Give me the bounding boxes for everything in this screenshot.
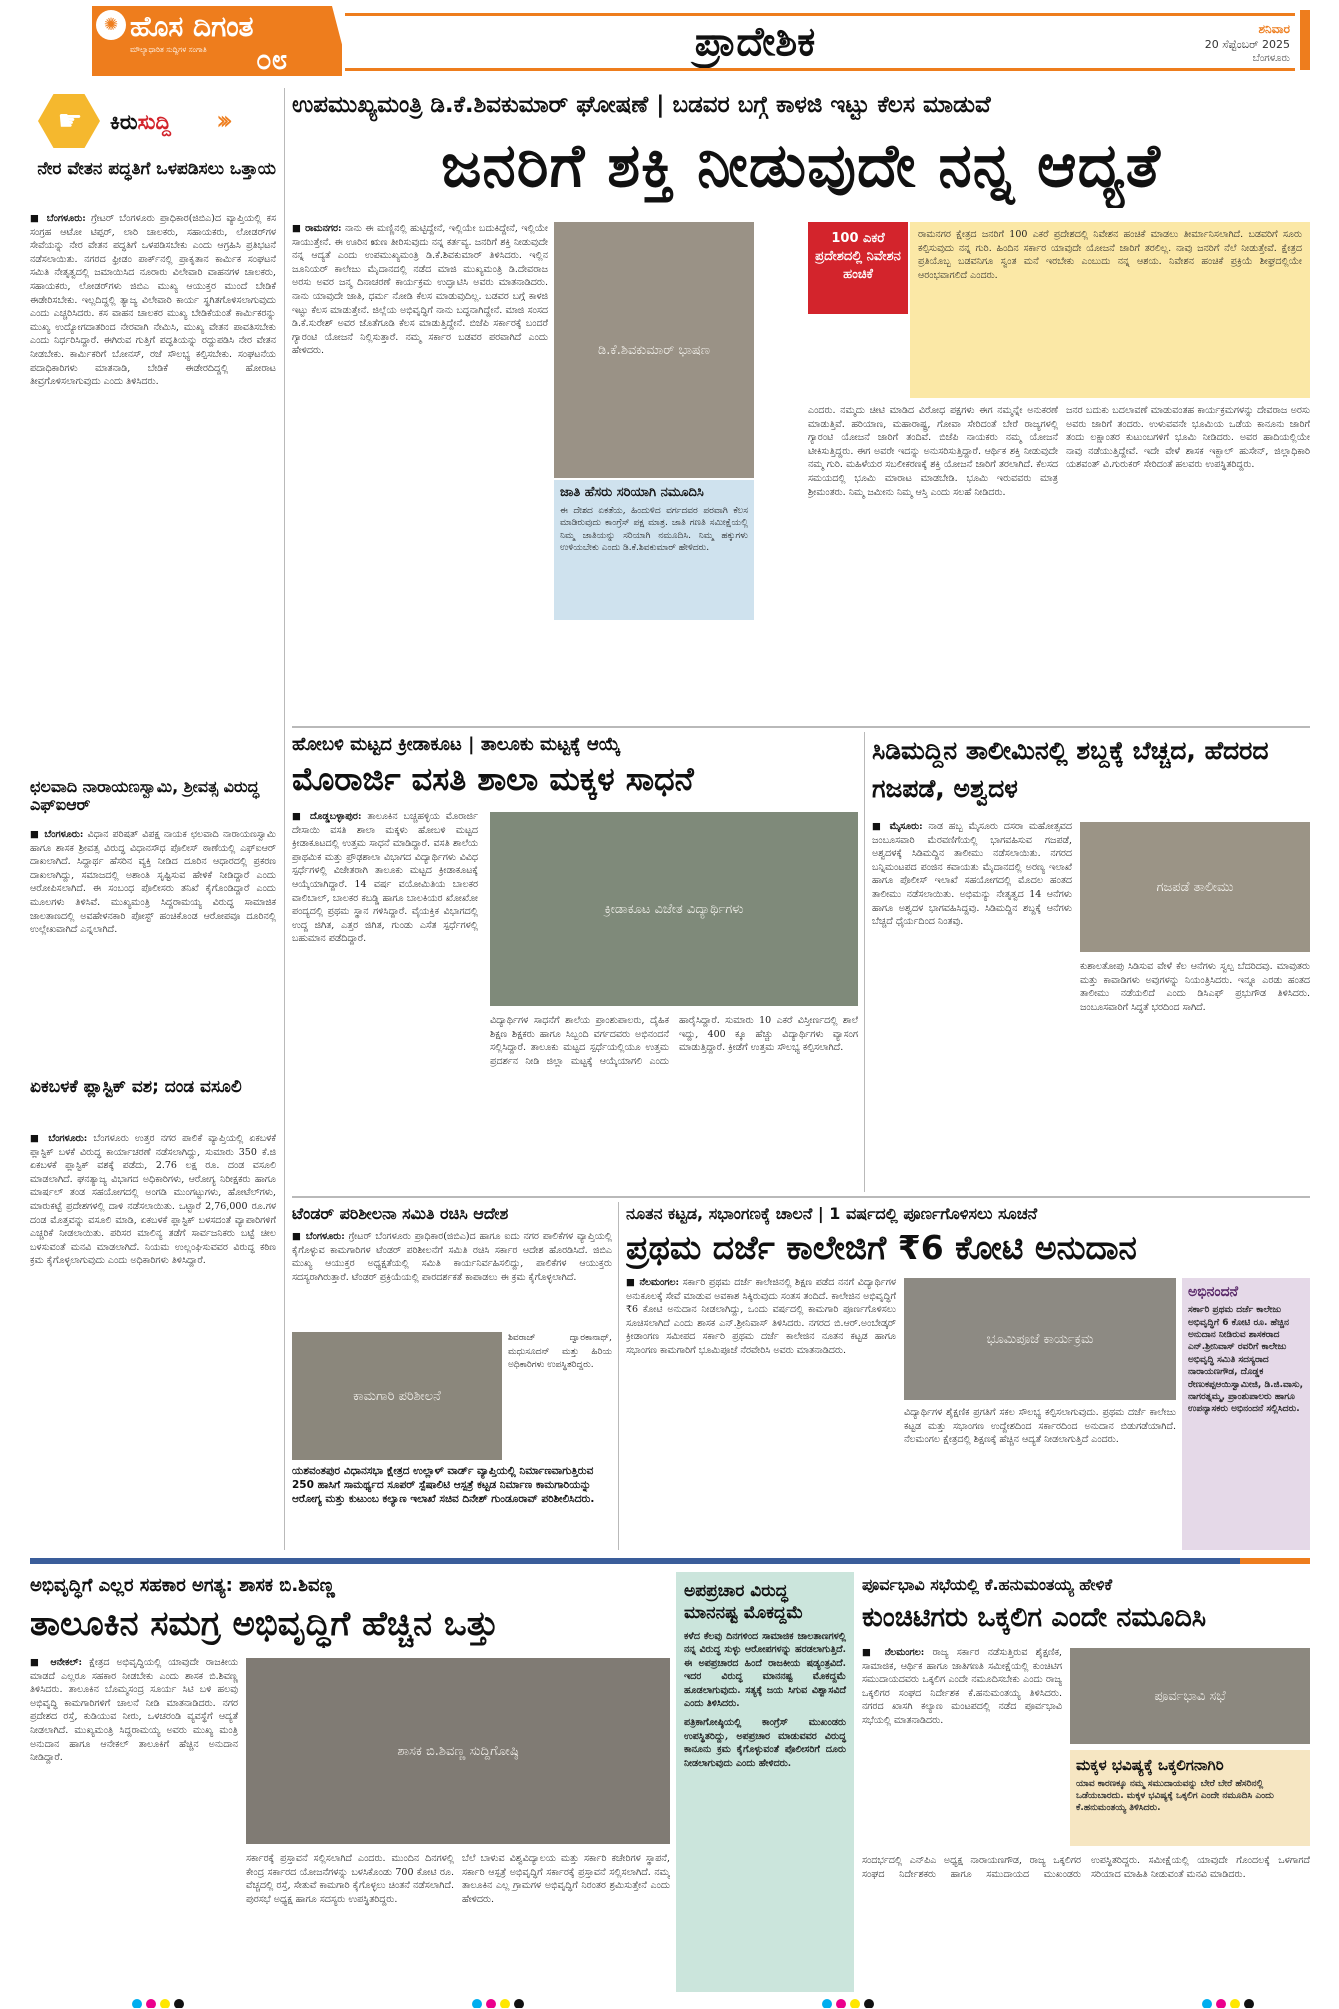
defamation-body: ಕಳೆದ ಕೆಲವು ದಿನಗಳಿಂದ ಸಾಮಾಜಿಕ ಜಾಲತಾಣಗಳಲ್ಲಿ ನನ್ನ ವಿರುದ್ಧ ಸುಳ್ಳು ಆರೋಪಗಳನ್ನು ಹರಡಲಾಗುತ್ತಿದೆ. ಈ ಅಪಪ್ರಚಾರದ ಹಿಂದೆ ರಾಜಕೀಯ ಷಡ್ಯಂತ್ರವಿದೆ. ಇದರ ವಿರುದ್ಧ ಮಾನನಷ್ಟ ಮೊಕದ್ದಮೆ ಹೂಡಲಾಗುವುದು. ಸತ್ಯಕ್ಕೆ ಜಯ ಸಿಗುವ ವಿಶ್ವಾಸವಿದೆ ಎಂದು ತಿಳಿಸಿದರು. <box>684 1631 846 1710</box>
black-dot-icon <box>1244 1999 1254 2008</box>
vokkaliga-kicker: ಪೂರ್ವಭಾವಿ ಸಭೆಯಲ್ಲಿ ಕೆ.ಹನುಮಂತಯ್ಯ ಹೇಳಿಕೆ <box>862 1575 1113 1594</box>
sports-kicker: ಹೋಬಳಿ ಮಟ್ಟದ ಕ್ರೀಡಾಕೂಟ | ತಾಲೂಕು ಮಟ್ಟಕ್ಕೆ ಆಯ್ಕೆ <box>292 734 621 755</box>
taluk-column-1: ■ ಆನೇಕಲ್: ಕ್ಷೇತ್ರದ ಅಭಿವೃದ್ಧಿಯಲ್ಲಿ ಯಾವುದೇ ರಾಜಕೀಯ ಮಾಡದೆ ಎಲ್ಲರೂ ಸಹಕಾರ ನೀಡಬೇಕು ಎಂದು ಶಾಸಕ ಬಿ.ಶಿವಣ್ಣ ತಿಳಿಸಿದರು. ತಾಲೂಕಿನ ಬೊಮ್ಮಸಂದ್ರ ಸೂರ್ಯ ಸಿಟಿ ಬಳಿ ಹಲವು ಅಭಿವೃದ್ಧಿ ಕಾಮಗಾರಿಗಳಿಗೆ ಚಾಲನೆ ನೀಡಿ ಮಾತನಾಡಿದರು. ನಗರ ಪ್ರದೇಶದ ರಸ್ತೆ, ಕುಡಿಯುವ ನೀರು, ಒಳಚರಂಡಿ ವ್ಯವಸ್ಥೆಗೆ ಆದ್ಯತೆ ನೀಡಲಾಗಿದೆ. ಮುಖ್ಯಮಂತ್ರಿ ಸಿದ್ದರಾಮಯ್ಯ ಅವರು ಮುಖ್ಯ ಮಂತ್ರಿ ಅನುದಾನ ಹಾಗೂ ಆನೇಕಲ್ ತಾಲೂಕಿಗೆ ಹೆಚ್ಚಿನ ಅನುದಾನ ನೀಡಿದ್ದಾರೆ. <box>30 1657 238 1764</box>
sports-photo: ಕ್ರೀಡಾಕೂಟ ವಿಜೇತ ವಿದ್ಯಾರ್ಥಿಗಳು <box>490 812 858 1006</box>
lead-infobox-label: 100 ಎಕರೆ ಪ್ರದೇಶದಲ್ಲಿ ನಿವೇಶನ ಹಂಚಿಕೆ <box>808 222 908 314</box>
college-kicker: ನೂತನ ಕಟ್ಟಡ, ಸಭಾಂಗಣಕ್ಕೆ ಚಾಲನೆ | 1 ವರ್ಷದಲ್ಲಿ ಪೂರ್ಣಗೊಳಿಸಲು ಸೂಚನೆ <box>626 1204 1038 1223</box>
college-congrats-text: ಸರ್ಕಾರಿ ಪ್ರಥಮ ದರ್ಜೆ ಕಾಲೇಜು ಅಭಿವೃದ್ಧಿಗೆ 6 ಕೋಟಿ ರೂ. ಹೆಚ್ಚಿನ ಅನುದಾನ ನೀಡಿರುವ ಶಾಸಕರಾದ ಎನ್.ಶ್ರೀನಿವಾಸ್ ರವರಿಗೆ ಕಾಲೇಜು ಅಭಿವೃದ್ಧಿ ಸಮಿತಿ ಸದಸ್ಯರಾದ ನಾರಾಯಣಗೌಡ, ದೊಡ್ಡಕ ರೇಣುಕಪ್ಪಆಯಿಸ್ವಾಮೀಜಿ, ಡಿ.ಜಿ.ವಾಸು, ನಾಗರತ್ನಮ್ಮ, ಪ್ರಾಂಶುಪಾಲರು ಹಾಗೂ ಉಪನ್ಯಾಸಕರು ಅಭಿನಂದನೆ ಸಲ್ಲಿಸಿದರು. <box>1188 1305 1304 1415</box>
lead-kicker: ಉಪಮುಖ್ಯಮಂತ್ರಿ ಡಿ.ಕೆ.ಶಿವಕುಮಾರ್ ಘೋಷಣೆ | ಬಡವರ ಬಗ್ಗೆ ಕಾಳಜಿ ಇಟ್ಟು ಕೆಲಸ ಮಾಡುವೆ <box>292 92 991 118</box>
pointing-hand-icon: ☛ <box>57 104 83 137</box>
tender-headline: ಟೆಂಡರ್ ಪರಿಶೀಲನಾ ಸಮಿತಿ ರಚಿಸಿ ಆದೇಶ <box>292 1204 509 1223</box>
lead-column-2: ಎಂದರು. ನಮ್ಮದು ಚೀಟಿ ಮಾಡಿದ ವಿರೋಧ ಪಕ್ಷಗಳು ಈಗ ನಮ್ಮನ್ನೇ ಅನುಕರಣೆ ಮಾಡುತ್ತಿವೆ. ಹರಿಯಾಣ, ಮಹಾರಾಷ್ಟ್ರ, ಗೋವಾ ಸೇರಿದಂತೆ ಬೇರೆ ರಾಜ್ಯಗಳಲ್ಲಿ ಗ್ಯಾರಂಟಿ ಯೋಜನೆ ಜಾರಿಗೆ ತಂದಿವೆ. ಬಿಜೆಪಿ ನಾಯಕರು ನಮ್ಮ ಯೋಜನೆ ಟೀಕಿಸುತ್ತಿದ್ದರು. ಈಗ ಅವರೇ ಇದನ್ನು ಅನುಸರಿಸುತ್ತಿದ್ದಾರೆ. ಆರ್ಥಿಕ ಶಕ್ತಿ ನೀಡುವುದೇ ನಮ್ಮ ಗುರಿ. ಮಹಿಳೆಯರ ಸಬಲೀಕರಣಕ್ಕೆ ಶಕ್ತಿ ಯೋಜನೆ ಜಾರಿಗೆ ತರಲಾಗಿದೆ. ಕೆಲಸದ ಸಮಯದಲ್ಲಿ ಭೂಮಿ ಮಾರಾಟ ಮಾಡಬೇಡಿ. ಭೂಮಿ ಇರುವವರು ಮಾತ್ರ ಶ್ರೀಮಂತರು. ನಿಮ್ಮ ಜಮೀನು ನಿಮ್ಮ ಆಸ್ತಿ ಎಂದು ಸಲಹೆ ನೀಡಿದರು. <box>808 405 1058 498</box>
registration-marks-right <box>1200 1994 1270 2008</box>
masthead-side-tab <box>1300 10 1310 70</box>
college-headline: ಪ್ರಥಮ ದರ್ಜೆ ಕಾಲೇಜಿಗೆ ₹6 ಕೋಟಿ ಅನುದಾನ <box>626 1228 1137 1267</box>
issue-day: ಶನಿವಾರ <box>1258 22 1290 36</box>
college-column-2: ವಿದ್ಯಾರ್ಥಿಗಳ ಶೈಕ್ಷಣಿಕ ಪ್ರಗತಿಗೆ ಸಕಲ ಸೌಲಭ್ಯ ಕಲ್ಪಿಸಲಾಗುವುದು. ಪ್ರಥಮ ದರ್ಜೆ ಕಾಲೇಜು ಕಟ್ಟಡ ಮತ್ತು ಸಭಾಂಗಣ ಉದ್ದೇಶದಿಂದ ಸರ್ಕಾರದಿಂದ ಅನುದಾನ ಬಿಡುಗಡೆಯಾಗಿದೆ. ನೆಲಮಂಗಲ ಕ್ಷೇತ್ರದಲ್ಲಿ ಶಿಕ್ಷಣಕ್ಕೆ ಹೆಚ್ಚಿನ ಆದ್ಯತೆ ನೀಡಲಾಗುತ್ತಿದೆ ಎಂದರು. <box>904 1407 1176 1446</box>
taluk-column-3: ಬೆಲೆ ಬಾಳುವ ವಿಶ್ವವಿದ್ಯಾಲಯ ಮತ್ತು ಸರ್ಕಾರಿ ಕಚೇರಿಗಳ ಸ್ಥಾಪನೆ, ಸರ್ಕಾರಿ ಆಸ್ಪತ್ರೆ ಅಭಿವೃದ್ಧಿಗೆ ಸರ್ಕಾರಕ್ಕೆ ಪ್ರಸ್ತಾವನೆ ಸಲ್ಲಿಸಲಾಗಿದೆ. ನಮ್ಮ ತಾಲೂಕಿನ ಎಲ್ಲ ಗ್ರಾಮಗಳ ಅಭಿವೃದ್ಧಿಗೆ ನಿರಂತರ ಶ್ರಮಿಸುತ್ತೇನೆ ಎಂದು ಹೇಳಿದರು. <box>462 1853 670 1905</box>
lead-photo: ಡಿ.ಕೆ.ಶಿವಕುಮಾರ್ ಭಾಷಣ <box>554 222 754 478</box>
brief-2-body: ■ ಬೆಂಗಳೂರು: ವಿಧಾನ ಪರಿಷತ್ ವಿಪಕ್ಷ ನಾಯಕ ಛಲವಾದಿ ನಾರಾಯಣಸ್ವಾಮಿ ಹಾಗೂ ಶಾಸಕ ಶ್ರೀವತ್ಸ ವಿರುದ್ಧ ವಿಧಾನಸೌಧ ಪೊಲೀಸ್ ಠಾಣೆಯಲ್ಲಿ ಎಫ್‌ಐಆರ್ ದಾಖಲಾಗಿದೆ. ಸಿದ್ದಾರ್ಥ ಹೆಸರಿನ ವ್ಯಕ್ತಿ ನೀಡಿದ ದೂರಿನ ಆಧಾರದಲ್ಲಿ ಪ್ರಕರಣ ದಾಖಲಾಗಿದ್ದು, ಸಮಾಜದಲ್ಲಿ ಅಶಾಂತಿ ಸೃಷ್ಟಿಸುವ ಹೇಳಿಕೆ ನೀಡಿದ್ದಾರೆ ಎಂದು ಆರೋಪಿಸಲಾಗಿದೆ. ಈ ಸಂಬಂಧ ಪೊಲೀಸರು ತನಿಖೆ ಕೈಗೊಂಡಿದ್ದಾರೆ ಎಂದು ಮೂಲಗಳು ತಿಳಿಸಿವೆ. ಮುಖ್ಯಮಂತ್ರಿ ಸಿದ್ದರಾಮಯ್ಯ ವಿರುದ್ಧ ಸಾಮಾಜಿಕ ಜಾಲತಾಣದಲ್ಲಿ ಅವಹೇಳನಕಾರಿ ಪೋಸ್ಟ್ ಹಂಚಿಕೊಂಡ ಆರೋಪವೂ ದೂರಿನಲ್ಲಿ ಉಲ್ಲೇಖವಾಗಿದೆ ಎನ್ನಲಾಗಿದೆ. <box>30 829 276 936</box>
dasara-headline: ಸಿಡಿಮದ್ದಿನ ತಾಲೀಮಿನಲ್ಲಿ ಶಬ್ದಕ್ಕೆ ಬೆಚ್ಚದ, ಹೆದರದ ಗಜಪಡೆ, ಅಶ್ವದಳ <box>872 736 1269 803</box>
registration-marks-left <box>130 1994 200 2008</box>
defamation-headline: ಅಪಪ್ರಚಾರ ವಿರುದ್ಧ ಮಾನನಷ್ಟ ಮೊಕದ್ದಮೆ <box>684 1581 804 1623</box>
taluk-story <box>30 1572 670 1992</box>
briefs-chevrons-icon: ››› <box>216 106 227 136</box>
column-divider-3 <box>618 1202 619 1550</box>
lead-sidebar-body: ಈ ದೇಶದ ಏಕತೆಯ, ಹಿಂದುಳಿದ ವರ್ಗದವರ ಪರವಾಗಿ ಕೆಲಸ ಮಾಡಿರುವುದು ಕಾಂಗ್ರೆಸ್ ಪಕ್ಷ ಮಾತ್ರ. ಜಾತಿ ಗಣತಿ ಸಮೀಕ್ಷೆಯಲ್ಲಿ ನಿಮ್ಮ ಜಾತಿಯನ್ನು ಸರಿಯಾಗಿ ನಮೂದಿಸಿ. ನಿಮ್ಮ ಹಕ್ಕುಗಳು ಉಳಿಯಬೇಕು ಎಂದು ಡಿ.ಕೆ.ಶಿವಕುಮಾರ್ ಹೇಳಿದರು. <box>560 505 748 554</box>
lead-column-3: ಜನರ ಬದುಕು ಬದಲಾವಣೆ ಮಾಡುವಂತಹ ಕಾರ್ಯಕ್ರಮಗಳನ್ನು ದೇವರಾಜ ಅರಸು ಅವರು ಜಾರಿಗೆ ತಂದರು. ಉಳುವವನೇ ಭೂಮಿಯ ಒಡೆಯ ಕಾನೂನು ಜಾರಿಗೆ ತಂದು ಲಕ್ಷಾಂತರ ಕುಟುಂಬಗಳಿಗೆ ಭೂಮಿ ನೀಡಿದರು. ಅವರ ಹಾದಿಯಲ್ಲಿಯೇ ನಾವು ನಡೆಯುತ್ತಿದ್ದೇವೆ. ಇದೇ ವೇಳೆ ಶಾಸಕ ಇಕ್ಬಾಲ್ ಹುಸೇನ್, ಜಿಲ್ಲಾಧಿಕಾರಿ ಯಶವಂತ್ ವಿ.ಗುರುಕರ್ ಸೇರಿದಂತೆ ಹಲವರು ಉಪಸ್ಥಿತರಿದ್ದರು. <box>1066 405 1310 471</box>
tender-photo: ಕಾಮಗಾರಿ ಪರಿಶೀಲನೆ <box>292 1332 502 1460</box>
vokkaliga-box-title: ಮಕ್ಕಳ ಭವಿಷ್ಯಕ್ಕೆ ಒಕ್ಕಲಿಗನಾಗಿರಿ <box>1076 1756 1224 1774</box>
brief-1-title: ನೇರ ವೇತನ ಪದ್ಧತಿಗೆ ಒಳಪಡಿಸಲು ಒತ್ತಾಯ <box>37 160 276 179</box>
column-divider-2 <box>864 732 865 1192</box>
tender-photo-caption: ಯಶವಂತಪುರ ವಿಧಾನಸಭಾ ಕ್ಷೇತ್ರದ ಉಲ್ಲಾಳ್ ವಾರ್ಡ್ ವ್ಯಾಪ್ತಿಯಲ್ಲಿ ನಿರ್ಮಾಣವಾಗುತ್ತಿರುವ 250 ಹಾಸಿಗೆ ಸಾಮರ್ಥ್ಯದ ಸೂಪರ್ ಸ್ಪೆಷಾಲಿಟಿ ಆಸ್ಪತ್ರೆ ಕಟ್ಟಡ ನಿರ್ಮಾಣ ಕಾಮಗಾರಿಯನ್ನು ಆರೋಗ್ಯ ಮತ್ತು ಕುಟುಂಬ ಕಲ್ಯಾಣ ಇಲಾಖೆ ಸಚಿವ ದಿನೇಶ್ ಗುಂಡೂರಾವ್ ಪರಿಶೀಲಿಸಿದರು. <box>292 1465 595 1505</box>
dasara-column-2: ಕುಶಾಲತೋಪು ಸಿಡಿಸುವ ವೇಳೆ ಕೆಲ ಆನೆಗಳು ಸ್ವಲ್ಪ ಬೆದರಿದವು. ಮಾವುತರು ಮತ್ತು ಕಾವಾಡಿಗಳು ಅವುಗಳನ್ನು ನಿಯಂತ್ರಿಸಿದರು. ಇನ್ನೂ ಎರಡು ಹಂತದ ತಾಲೀಮು ನಡೆಯಲಿದೆ ಎಂದು ಡಿಸಿಎಫ್ ಪ್ರಭುಗೌಡ ತಿಳಿಸಿದರು. ಜಂಬೂಸವಾರಿಗೆ ಸಿದ್ಧತೆ ಭರದಿಂದ ಸಾಗಿದೆ. <box>1080 961 1310 1013</box>
print-registration-marks <box>0 1994 1339 2008</box>
registration-marks-center-right <box>820 1994 890 2008</box>
defamation-subtext: ಪತ್ರಿಕಾಗೋಷ್ಠಿಯಲ್ಲಿ ಕಾಂಗ್ರೆಸ್ ಮುಖಂಡರು ಉಪಸ್ಥಿತರಿದ್ದು, ಅಪಪ್ರಚಾರ ಮಾಡುವವರ ವಿರುದ್ಧ ಕಾನೂನು ಕ್ರಮ ಕೈಗೊಳ್ಳುವಂತೆ ಪೊಲೀಸರಿಗೆ ದೂರು ನೀಡಲಾಗುವುದು ಎಂದು ಹೇಳಿದರು. <box>684 1717 846 1769</box>
vokkaliga-box <box>1070 1750 1310 1846</box>
issue-city: ಬೆಂಗಳೂರು <box>1252 53 1290 64</box>
cyan-dot-icon <box>1202 1999 1212 2008</box>
taluk-headline: ತಾಲೂಕಿನ ಸಮಗ್ರ ಅಭಿವೃದ್ಧಿಗೆ ಹೆಚ್ಚಿನ ಒತ್ತು <box>30 1604 499 1644</box>
vokkaliga-column-2: ಸಂದರ್ಭದಲ್ಲಿ ಎನ್‌ಪಿಎ ಅಧ್ಯಕ್ಷ ನಾರಾಯಣಗೌಡ, ರಾಜ್ಯ ಒಕ್ಕಲಿಗರ ಸಂಘದ ನಿರ್ದೇಶಕರು ಹಾಗೂ ಸಮುದಾಯದ ಮುಖಂಡರು ಉಪಸ್ಥಿತರಿದ್ದರು. ಸಮೀಕ್ಷೆಯಲ್ಲಿ ಯಾವುದೇ ಗೊಂದಲಕ್ಕೆ ಒಳಗಾಗದೆ ಸರಿಯಾದ ಮಾಹಿತಿ ನೀಡುವಂತೆ ಮನವಿ ಮಾಡಿದರು. <box>862 1855 1310 1880</box>
taluk-photo: ಶಾಸಕ ಬಿ.ಶಿವಣ್ಣ ಸುದ್ದಿಗೋಷ್ಠಿ <box>246 1658 670 1844</box>
page-number: ೦೮ <box>256 44 288 76</box>
issue-date: 20 ಸೆಪ್ಟೆಂಬರ್ 2025 <box>1204 38 1290 51</box>
lead-infobox <box>910 222 1310 398</box>
lead-story <box>292 88 1310 722</box>
college-congrats-title: ಅಭಿನಂದನೆ <box>1188 1284 1239 1300</box>
sports-headline: ಮೊರಾರ್ಜಿ ವಸತಿ ಶಾಲಾ ಮಕ್ಕಳ ಸಾಧನೆ <box>292 760 694 798</box>
tender-story <box>292 1202 612 1550</box>
magenta-dot-icon <box>486 1999 496 2008</box>
bottom-band-rule <box>30 1558 1310 1564</box>
vokkaliga-photo: ಪೂರ್ವಭಾವಿ ಸಭೆ <box>1070 1648 1310 1744</box>
masthead <box>0 0 1339 80</box>
briefs-label: ಕಿರುಸುದ್ದಿ <box>110 110 171 134</box>
yellow-dot-icon <box>500 1999 510 2008</box>
yellow-dot-icon <box>850 1999 860 2008</box>
dasara-photo: ಗಜಪಡೆ ತಾಲೀಮು <box>1080 822 1310 952</box>
magenta-dot-icon <box>146 1999 156 2008</box>
sports-column-2: ವಿದ್ಯಾರ್ಥಿಗಳ ಸಾಧನೆಗೆ ಶಾಲೆಯ ಪ್ರಾಂಶುಪಾಲರು, ದೈಹಿಕ ಶಿಕ್ಷಣ ಶಿಕ್ಷಕರು ಹಾಗೂ ಸಿಬ್ಬಂದಿ ವರ್ಗದವರು ಅಭಿನಂದನೆ ಸಲ್ಲಿಸಿದ್ದಾರೆ. ತಾಲೂಕು ಮಟ್ಟದ ಸ್ಪರ್ಧೆಯಲ್ಲಿಯೂ ಉತ್ತಮ ಪ್ರದರ್ಶನ ನೀಡಿ ಜಿಲ್ಲಾ ಮಟ್ಟಕ್ಕೆ ಆಯ್ಕೆಯಾಗಲಿ ಎಂದು ಹಾರೈಸಿದ್ದಾರೆ. ಸುಮಾರು 10 ಎಕರೆ ವಿಸ್ತೀರ್ಣದಲ್ಲಿ ಶಾಲೆ ಇದ್ದು, 400 ಕ್ಕೂ ಹೆಚ್ಚು ವಿದ್ಯಾರ್ಥಿಗಳು ವ್ಯಾಸಂಗ ಮಾಡುತ್ತಿದ್ದಾರೆ. ಕ್ರೀಡೆಗೆ ಉತ್ತಮ ಸೌಲಭ್ಯ ಕಲ್ಪಿಸಲಾಗಿದೆ. <box>490 1015 858 1067</box>
tender-body: ■ ಬೆಂಗಳೂರು: ಗ್ರೇಟರ್ ಬೆಂಗಳೂರು ಪ್ರಾಧಿಕಾರ(ಜಿಬಿಎ)ದ ಹಾಗೂ ಐದು ನಗರ ಪಾಲಿಕೆಗಳ ವ್ಯಾಪ್ತಿಯಲ್ಲಿ ಕೈಗೊಳ್ಳುವ ಕಾಮಗಾರಿಗಳ ಟೆಂಡರ್ ಪರಿಶೀಲನೆಗೆ ಸಮಿತಿ ರಚಿಸಿ ಸರ್ಕಾರ ಆದೇಶ ಹೊರಡಿಸಿದೆ. ಜಿಬಿಎ ಮುಖ್ಯ ಆಯುಕ್ತರ ಅಧ್ಯಕ್ಷತೆಯಲ್ಲಿ ಸಮಿತಿ ಕಾರ್ಯನಿರ್ವಹಿಸಲಿದ್ದು, ಪಾಲಿಕೆಗಳ ಆಯುಕ್ತರು ಸದಸ್ಯರಾಗಿರುತ್ತಾರೆ. ಟೆಂಡರ್ ಪ್ರಕ್ರಿಯೆಯಲ್ಲಿ ಪಾರದರ್ಶಕತೆ ಕಾಪಾಡಲು ಈ ಕ್ರಮ ಕೈಗೊಳ್ಳಲಾಗಿದೆ. <box>292 1231 612 1283</box>
yellow-dot-icon <box>1230 1999 1240 2008</box>
lead-sidebar-box <box>554 480 754 620</box>
lead-headline: ಜನರಿಗೆ ಶಕ್ತಿ ನೀಡುವುದೇ ನನ್ನ ಆದ್ಯತೆ <box>441 131 1161 201</box>
magenta-dot-icon <box>1216 1999 1226 2008</box>
college-photo: ಭೂಮಿಪೂಜೆ ಕಾರ್ಯಕ್ರಮ <box>904 1278 1176 1400</box>
section-title: ಪ್ರಾದೇಶಿಕ <box>694 19 816 65</box>
black-dot-icon <box>174 1999 184 2008</box>
yellow-dot-icon <box>160 1999 170 2008</box>
magenta-dot-icon <box>836 1999 846 2008</box>
bottom-band-accent <box>1240 1558 1310 1564</box>
section-rule <box>292 726 1310 728</box>
sports-column-1: ■ ದೊಡ್ಡಬಳ್ಳಾಪುರ: ತಾಲೂಕಿನ ಬಚ್ಚಹಳ್ಳಿಯ ಮೊರಾರ್ಜಿ ದೇಸಾಯಿ ವಸತಿ ಶಾಲಾ ಮಕ್ಕಳು ಹೋಬಳಿ ಮಟ್ಟದ ಕ್ರೀಡಾಕೂಟದಲ್ಲಿ ಉತ್ತಮ ಸಾಧನೆ ಮಾಡಿದ್ದಾರೆ. ವಸತಿ ಶಾಲೆಯ ಪ್ರಾಥಮಿಕ ಮತ್ತು ಪ್ರೌಢಶಾಲಾ ವಿಭಾಗದ ವಿದ್ಯಾರ್ಥಿಗಳು ವಿವಿಧ ಸ್ಪರ್ಧೆಗಳಲ್ಲಿ ವಿಜೇತರಾಗಿ ತಾಲೂಕು ಮಟ್ಟದ ಕ್ರೀಡಾಕೂಟಕ್ಕೆ ಆಯ್ಕೆಯಾಗಿದ್ದಾರೆ. 14 ವರ್ಷ ವಯೋಮಿತಿಯ ಬಾಲಕರ ವಾಲಿಬಾಲ್, ಬಾಲಕರ ಕಬಡ್ಡಿ ಹಾಗೂ ಬಾಲಕಿಯರ ಖೋಖೋ ಪಂದ್ಯದಲ್ಲಿ ಪ್ರಥಮ ಸ್ಥಾನ ಗಳಿಸಿದ್ದಾರೆ. ವೈಯಕ್ತಿಕ ವಿಭಾಗದಲ್ಲಿ ಉದ್ದ ಜಿಗಿತ, ಎತ್ತರ ಜಿಗಿತ, ಗುಂಡು ಎಸೆತ ಸ್ಪರ್ಧೆಗಳಲ್ಲಿ ಬಹುಮಾನ ಪಡೆದಿದ್ದಾರೆ. <box>292 811 478 945</box>
vokkaliga-box-text: ಯಾವ ಕಾರಣಕ್ಕೂ ನಮ್ಮ ಸಮುದಾಯವನ್ನು ಬೇರೆ ಬೇರೆ ಹೆಸರಿನಲ್ಲಿ ಒಡೆಯಬಾರದು. ಮಕ್ಕಳ ಭವಿಷ್ಯಕ್ಕೆ ಒಕ್ಕಲಿಗ ಎಂದೇ ನಮೂದಿಸಿ ಎಂದು ಕೆ.ಹನುಮಂತಯ್ಯ ತಿಳಿಸಿದರು. <box>1076 1779 1274 1813</box>
logo-emblem-icon: ✺ <box>96 10 126 40</box>
lead-sidebar-title: ಜಾತಿ ಹೆಸರು ಸರಿಯಾಗಿ ನಮೂದಿಸಿ <box>560 485 704 500</box>
vokkaliga-column-1: ■ ನೆಲಮಂಗಲ: ರಾಜ್ಯ ಸರ್ಕಾರ ನಡೆಸುತ್ತಿರುವ ಶೈಕ್ಷಣಿಕ, ಸಾಮಾಜಿಕ, ಆರ್ಥಿಕ ಹಾಗೂ ಜಾತಿಗಣತಿ ಸಮೀಕ್ಷೆಯಲ್ಲಿ ಕುಂಚಿಟಿಗ ಸಮುದಾಯದವರು ಒಕ್ಕಲಿಗ ಎಂದೇ ನಮೂದಿಸಬೇಕು ಎಂದು ರಾಜ್ಯ ಒಕ್ಕಲಿಗರ ಸಂಘದ ನಿರ್ದೇಶಕ ಕೆ.ಹನುಮಂತಯ್ಯ ತಿಳಿಸಿದರು. ನಗರದ ಖಾಸಗಿ ಕಲ್ಯಾಣ ಮಂಟಪದಲ್ಲಿ ನಡೆದ ಪೂರ್ವಭಾವಿ ಸಭೆಯಲ್ಲಿ ಮಾತನಾಡಿದರು. <box>862 1647 1062 1726</box>
dasara-story <box>872 732 1310 1192</box>
lead-infobox-text: ರಾಮನಗರ ಕ್ಷೇತ್ರದ ಜನರಿಗೆ 100 ಎಕರೆ ಪ್ರದೇಶದಲ್ಲಿ ನಿವೇಶನ ಹಂಚಿಕೆ ಮಾಡಲು ತೀರ್ಮಾನಿಸಲಾಗಿದೆ. ಬಡವರಿಗೆ ಸೂರು ಕಲ್ಪಿಸುವುದು ನನ್ನ ಗುರಿ. ಹಿಂದಿನ ಸರ್ಕಾರ ಯಾವುದೇ ಯೋಜನೆ ಜಾರಿಗೆ ತರಲಿಲ್ಲ. ನಾವು ಜನರಿಗೆ ನೆಲೆ ನೀಡುತ್ತೇವೆ. ಕ್ಷೇತ್ರದ ಪ್ರತಿಯೊಬ್ಬ ಬಡವನಿಗೂ ಸ್ವಂತ ಮನೆ ಇರಬೇಕು ಎಂಬುದು ನನ್ನ ಆಶಯ. ನಿವೇಶನ ಹಂಚಿಕೆ ಪ್ರಕ್ರಿಯೆ ಶೀಘ್ರದಲ್ಲಿಯೇ ಆರಂಭವಾಗಲಿದೆ ಎಂದರು. <box>918 229 1302 281</box>
brief-1-body: ■ ಬೆಂಗಳೂರು: ಗ್ರೇಟರ್ ಬೆಂಗಳೂರು ಪ್ರಾಧಿಕಾರ(ಜಿಬಿಎ)ದ ವ್ಯಾಪ್ತಿಯಲ್ಲಿ ಕಸ ಸಂಗ್ರಹ ಆಟೋ ಟಿಪ್ಪರ್, ಲಾರಿ ಚಾಲಕರು, ಸಹಾಯಕರು, ಲೋಡರ್‌ಗಳ ಸೇವೆಯನ್ನು ನೇರ ವೇತನ ಪದ್ಧತಿಗೆ ಒಳಪಡಿಸಬೇಕು ಎಂದು ಆಗ್ರಹಿಸಿ ಪ್ರತಿಭಟನೆ ನಡೆಸಲಾಯಿತು. ನಗರದ ಫ್ರೀಡಂ ಪಾರ್ಕ್‌ನಲ್ಲಿ ಪ್ರಾಕೃತಾನ ಕಾರ್ಮಿಕ ಸಂಘಟನೆ ಸಮಿತಿ ನೇತೃತ್ವದಲ್ಲಿ ಜಮಾಯಿಸಿದ ನೂರಾರು ವಿಲೇವಾರಿ ವಾಹನಗಳ ಚಾಲಕರು, ಸಹಾಯಕರು, ಲೋಡರ್‌ಗಳು ಜಿಬಿಎ ಮುಖ್ಯ ಆಯುಕ್ತರ ಮುಂದೆ ಬೇಡಿಕೆ ಈಡೇರಿಸಬೇಕು. ಇಲ್ಲದಿದ್ದಲ್ಲಿ ತ್ಯಾಜ್ಯ ವಿಲೇವಾರಿ ಕಾರ್ಯ ಸ್ಥಗಿತಗೊಳಿಸಲಾಗುವುದು ಎಂದು ಎಚ್ಚರಿಸಿದರು. ಕಸ ವಾಹನ ಚಾಲಕರ ಮುಖ್ಯ ಬೇಡಿಕೆಯಂತೆ ಕಾರ್ಮಿಕರನ್ನು ಮುಖ್ಯ ಉದ್ಯೋಗದಾತರಿಂದ ನೇರವಾಗಿ ನೇಮಿಸಿ, ಮುಖ್ಯ ವೇತನ ಪಾವತಿಸಬೇಕು ಎಂದು ನಿರ್ಧರಿಸಿದ್ದಾರೆ. ಈಗಿರುವ ಗುತ್ತಿಗೆ ಪದ್ಧತಿಯನ್ನು ರದ್ದುಪಡಿಸಿ ನೇರ ವೇತನ ನೀಡಬೇಕು. ಕಾರ್ಮಿಕರಿಗೆ ಬೋನಸ್, ರಜೆ ಸೌಲಭ್ಯ ಕಲ್ಪಿಸಬೇಕು. ಸಂಘಟನೆಯ ಪದಾಧಿಕಾರಿಗಳು ಮಾತನಾಡಿ, ಬೇಡಿಕೆ ಈಡೇರದಿದ್ದಲ್ಲಿ ಹೋರಾಟ ತೀವ್ರಗೊಳಿಸಲಾಗುವುದು ಎಂದು ತಿಳಿಸಿದರು. <box>30 213 276 388</box>
sports-story <box>292 732 858 1192</box>
vokkaliga-story <box>862 1572 1310 1992</box>
section-rule-2 <box>292 1196 1310 1198</box>
logo-tagline: ಮೌಲ್ಯಾಧಾರಿತ ಸುದ್ದಿಗಳ ಸಂಗಾತಿ <box>130 45 207 54</box>
registration-marks-center-left <box>470 1994 540 2008</box>
brief-3-title: ಏಕಬಳಕೆ ಪ್ಲಾಸ್ಟಿಕ್ ವಶ; ದಂಡ ವಸೂಲಿ <box>30 1078 242 1097</box>
cyan-dot-icon <box>472 1999 482 2008</box>
taluk-column-2: ಸರ್ಕಾರಕ್ಕೆ ಪ್ರಸ್ತಾವನೆ ಸಲ್ಲಿಸಲಾಗಿದೆ ಎಂದರು. ಮುಂದಿನ ದಿನಗಳಲ್ಲಿ ಕೇಂದ್ರ ಸರ್ಕಾರದ ಯೋಜನೆಗಳನ್ನು ಬಳಸಿಕೊಂಡು 700 ಕೋಟಿ ರೂ. ವೆಚ್ಚದಲ್ಲಿ ರಸ್ತೆ, ಸೇತುವೆ ಕಾಮಗಾರಿ ಕೈಗೊಳ್ಳಲು ಚಿಂತನೆ ನಡೆಸಲಾಗಿದೆ. ಪುರಸಭೆ ಅಧ್ಯಕ್ಷ ಹಾಗೂ ಸದಸ್ಯರು ಉಪಸ್ಥಿತರಿದ್ದರು. <box>246 1853 454 1905</box>
logo-title: ಹೊಸ ದಿಗಂತ <box>130 10 254 43</box>
cyan-dot-icon <box>132 1999 142 2008</box>
tender-side-text: ಶಿವರಾಜ್ ದ್ವಾರಕಾನಾಥ್, ಮಧುಸೂದನ್ ಮತ್ತು ಹಿರಿಯ ಅಧಿಕಾರಿಗಳು ಉಪಸ್ಥಿತರಿದ್ದರು. <box>508 1333 612 1371</box>
black-dot-icon <box>514 1999 524 2008</box>
cyan-dot-icon <box>822 1999 832 2008</box>
college-story <box>626 1202 1310 1550</box>
college-congrats-box <box>1182 1278 1310 1550</box>
black-dot-icon <box>864 1999 874 2008</box>
lead-column-1: ■ ರಾಮನಗರ: ನಾನು ಈ ಮಣ್ಣಿನಲ್ಲಿ ಹುಟ್ಟಿದ್ದೇನೆ, ಇಲ್ಲಿಯೇ ಬದುಕಿದ್ದೇನೆ, ಇಲ್ಲಿಯೇ ಸಾಯುತ್ತೇನೆ. ಈ ಊರಿನ ಋಣ ತೀರಿಸುವುದು ನನ್ನ ಕರ್ತವ್ಯ. ಜನರಿಗೆ ಶಕ್ತಿ ನೀಡುವುದೇ ನನ್ನ ಆದ್ಯತೆ ಎಂದು ಉಪಮುಖ್ಯಮಂತ್ರಿ ಡಿ.ಕೆ.ಶಿವಕುಮಾರ್ ತಿಳಿಸಿದರು. ಇಲ್ಲಿನ ಜೂನಿಯರ್ ಕಾಲೇಜು ಮೈದಾನದಲ್ಲಿ ನಡೆದ ಮಾಜಿ ಮುಖ್ಯಮಂತ್ರಿ ಡಿ.ದೇವರಾಜ ಅರಸು ಅವರ ಜನ್ಮ ದಿನಾಚರಣೆ ಕಾರ್ಯಕ್ರಮ ಉದ್ಘಾಟಿಸಿ ಅವರು ಮಾತನಾಡಿದರು. ನಾನು ಯಾವುದೇ ಜಾತಿ, ಧರ್ಮ ನೋಡಿ ಕೆಲಸ ಮಾಡುವುದಿಲ್ಲ. ಬಡವರ ಬಗ್ಗೆ ಕಾಳಜಿ ಇಟ್ಟು ಕೆಲಸ ಮಾಡುತ್ತೇನೆ. ಜಿಲ್ಲೆಯ ಅಭಿವೃದ್ಧಿಗೆ ನಾನು ಬದ್ಧನಾಗಿದ್ದೇನೆ. ಮಾಜಿ ಸಂಸದ ಡಿ.ಕೆ.ಸುರೇಶ್ ಅವರ ಜೊತೆಗೂಡಿ ಕೆಲಸ ಮಾಡುತ್ತಿದ್ದೇನೆ. ಬಿಜೆಪಿ ಸರ್ಕಾರಕ್ಕೆ ಬಂದರೆ ಗ್ಯಾರಂಟಿ ಯೋಜನೆ ನಿಲ್ಲಿಸುತ್ತಾರೆ. ನಮ್ಮ ಸರ್ಕಾರ ಬಡವರ ಪರವಾಗಿದೆ ಎಂದು ಹೇಳಿದರು. <box>292 223 548 357</box>
masthead-bottom-rule <box>345 68 1295 71</box>
brief-2-title: ಛಲವಾದಿ ನಾರಾಯಣಸ್ವಾಮಿ, ಶ್ರೀವತ್ಸ ವಿರುದ್ಧ ಎಫ್‌ಐಆರ್ <box>30 778 260 815</box>
vokkaliga-headline: ಕುಂಚಿಟಿಗರು ಒಕ್ಕಲಿಗ ಎಂದೇ ನಮೂದಿಸಿ <box>862 1602 1207 1633</box>
brief-3-body: ■ ಬೆಂಗಳೂರು: ಬೆಂಗಳೂರು ಉತ್ತರ ನಗರ ಪಾಲಿಕೆ ವ್ಯಾಪ್ತಿಯಲ್ಲಿ ಏಕಬಳಕೆ ಪ್ಲಾಸ್ಟಿಕ್ ಬಳಕೆ ವಿರುದ್ಧ ಕಾರ್ಯಾಚರಣೆ ನಡೆಸಲಾಗಿದ್ದು, ಸುಮಾರು 350 ಕೆ.ಜಿ ಏಕಬಳಕೆ ಪ್ಲಾಸ್ಟಿಕ್ ವಶಕ್ಕೆ ಪಡೆದು, 2.76 ಲಕ್ಷ ರೂ. ದಂಡ ವಸೂಲಿ ಮಾಡಲಾಗಿದೆ. ಘನತ್ಯಾಜ್ಯ ವಿಭಾಗದ ಅಧಿಕಾರಿಗಳು, ಆರೋಗ್ಯ ನಿರೀಕ್ಷಕರು ಹಾಗೂ ಮಾರ್ಷಲ್ ತಂಡ ಸಹಯೋಗದಲ್ಲಿ ಅಂಗಡಿ ಮುಂಗಟ್ಟುಗಳು, ಹೋಟೆಲ್‌ಗಳು, ಮಾರುಕಟ್ಟೆ ಪ್ರದೇಶಗಳಲ್ಲಿ ದಾಳಿ ನಡೆಸಲಾಯಿತು. ಒಟ್ಟಾರೆ 2,76,000 ರೂ.ಗಳ ದಂಡ ಮೊತ್ತವನ್ನು ವಸೂಲಿ ಮಾಡಿ, ಏಕಬಳಕೆ ಪ್ಲಾಸ್ಟಿಕ್ ಬಳಸದಂತೆ ವ್ಯಾಪಾರಿಗಳಿಗೆ ಎಚ್ಚರಿಕೆ ನೀಡಲಾಯಿತು. ಪರಿಸರ ಮಾಲಿನ್ಯ ತಡೆಗೆ ಸಾರ್ವಜನಿಕರು ಬಟ್ಟೆ ಚೀಲ ಬಳಸುವಂತೆ ಮನವಿ ಮಾಡಲಾಗಿದೆ. ನಿಯಮ ಉಲ್ಲಂಘಿಸುವವರ ವಿರುದ್ಧ ಕಠಿಣ ಕ್ರಮ ಕೈಗೊಳ್ಳಲಾಗುವುದು ಎಂದು ಅಧಿಕಾರಿಗಳು ತಿಳಿಸಿದ್ದಾರೆ. <box>30 1133 276 1267</box>
column-divider <box>284 88 285 1550</box>
taluk-kicker: ಅಭಿವೃದ್ಧಿಗೆ ಎಲ್ಲರ ಸಹಕಾರ ಅಗತ್ಯ: ಶಾಸಕ ಬಿ.ಶಿವಣ್ಣ <box>30 1575 335 1596</box>
defamation-story <box>676 1572 854 1992</box>
dasara-column-1: ■ ಮೈಸೂರು: ನಾಡ ಹಬ್ಬ ಮೈಸೂರು ದಸರಾ ಮಹೋತ್ಸವದ ಜಂಬೂಸವಾರಿ ಮೆರವಣಿಗೆಯಲ್ಲಿ ಭಾಗವಹಿಸುವ ಗಜಪಡೆ, ಅಶ್ವದಳಕ್ಕೆ ಸಿಡಿಮದ್ದಿನ ತಾಲೀಮು ನಡೆಸಲಾಯಿತು. ನಗರದ ಬನ್ನಿಮಂಟಪದ ಪಂಜಿನ ಕವಾಯತು ಮೈದಾನದಲ್ಲಿ ಅರಣ್ಯ ಇಲಾಖೆ ಹಾಗೂ ಪೊಲೀಸ್ ಇಲಾಖೆ ಸಹಯೋಗದಲ್ಲಿ ಮೊದಲ ಹಂತದ ತಾಲೀಮು ನಡೆಸಲಾಯಿತು. ಅಭಿಮನ್ಯು ನೇತೃತ್ವದ 14 ಆನೆಗಳು ಹಾಗೂ ಅಶ್ವದಳ ಭಾಗವಹಿಸಿದ್ದವು. ಸಿಡಿಮದ್ದಿನ ಶಬ್ದಕ್ಕೆ ಆನೆಗಳು ಬೆಚ್ಚದೆ ಧೈರ್ಯದಿಂದ ನಿಂತವು. <box>872 821 1072 928</box>
briefs-column <box>30 88 276 1550</box>
college-column-1: ■ ನೆಲಮಂಗಲ: ಸರ್ಕಾರಿ ಪ್ರಥಮ ದರ್ಜೆ ಕಾಲೇಜಿನಲ್ಲಿ ಶಿಕ್ಷಣ ಪಡೆದ ನನಗೆ ವಿದ್ಯಾರ್ಥಿಗಳ ಅನುಕೂಲಕ್ಕೆ ಸೇವೆ ಮಾಡುವ ಅವಕಾಶ ಸಿಕ್ಕಿರುವುದು ಸಂತಸ ತಂದಿದೆ. ಕಾಲೇಜಿನ ಅಭಿವೃದ್ಧಿಗೆ ₹6 ಕೋಟಿ ಅನುದಾನ ನೀಡಲಾಗಿದ್ದು, ಒಂದು ವರ್ಷದಲ್ಲಿ ಕಾಮಗಾರಿ ಪೂರ್ಣಗೊಳಿಸಲು ಸೂಚಿಸಲಾಗಿದೆ ಎಂದು ಶಾಸಕ ಎನ್.ಶ್ರೀನಿವಾಸ್ ತಿಳಿಸಿದರು. ನಗರದ ಬಿ.ಆರ್.ಅಂಬೇಡ್ಕರ್ ಕ್ರೀಡಾಂಗಣ ಸಮೀಪದ ಸರ್ಕಾರಿ ಪ್ರಥಮ ದರ್ಜೆ ಕಾಲೇಜಿನ ನೂತನ ಕಟ್ಟಡ ಹಾಗೂ ಸಭಾಂಗಣ ಕಾಮಗಾರಿಗೆ ಭೂಮಿಪೂಜೆ ನೆರವೇರಿಸಿ ಅವರು ಮಾತನಾಡಿದರು. <box>626 1277 896 1356</box>
